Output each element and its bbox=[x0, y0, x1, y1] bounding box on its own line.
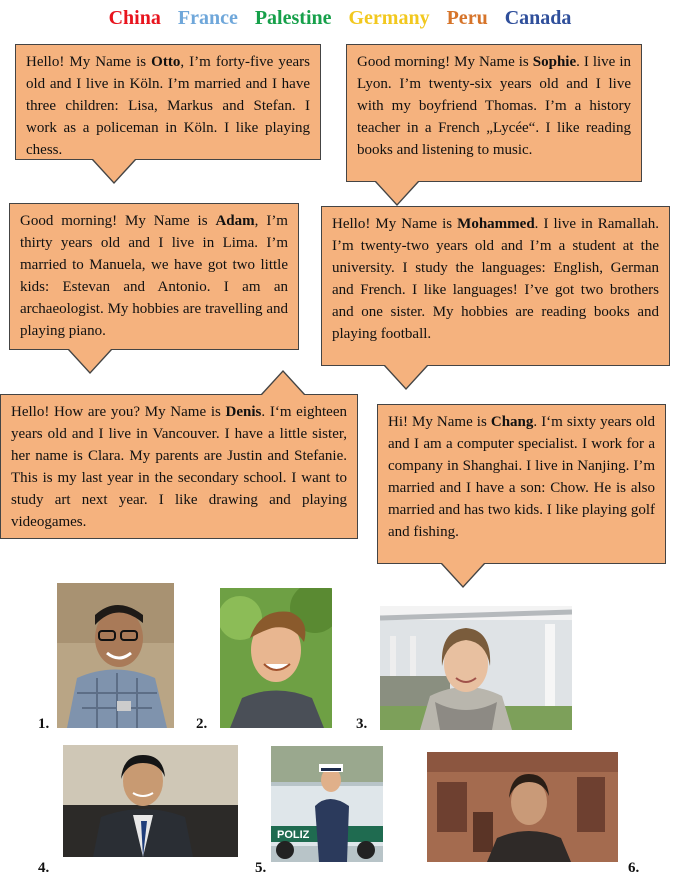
photo-man-glasses bbox=[57, 583, 174, 728]
bubble-adam-intro: Good morning! My Name is bbox=[20, 213, 216, 229]
bubble-denis bbox=[0, 394, 358, 539]
photo-man-ruins bbox=[427, 752, 618, 862]
bubble-chang-name: Chang bbox=[490, 414, 534, 430]
bubble-adam-text: , I’m thirty years old and I live in Lima. I’m married to Manuela, we have got two little kids: Estevan and Antonio. I am an archaeologist. My hobbies are travelling and playing piano. bbox=[20, 213, 288, 339]
bubble-adam bbox=[9, 203, 299, 350]
country-france: France bbox=[177, 7, 238, 29]
bubble-mohammed bbox=[321, 206, 670, 366]
country-canada: Canada bbox=[504, 7, 572, 29]
bubble-denis-text: . I‘m eighteen years old and I live in Vancouver. I have a little sister, her name is Clara. My parents are Justin and Stefanie. This is my last year in the secondary school. I want to study art next year. I like drawing and playing videogames. bbox=[11, 404, 347, 530]
photo-number-1: 1. bbox=[38, 716, 50, 732]
bubble-otto-intro: Hello! My Name is bbox=[26, 54, 152, 70]
country-list bbox=[0, 5, 680, 31]
photo-young-woman bbox=[380, 606, 572, 730]
bubble-adam-name: Adam bbox=[215, 213, 255, 229]
bubble-denis-name: Denis bbox=[225, 404, 262, 420]
bubble-sophie bbox=[346, 44, 642, 182]
country-peru: Peru bbox=[446, 7, 488, 29]
bubble-mohammed-text: . I live in Ramallah. I’m twenty-two years old and I’m a student at the university. I study the languages: English, German and French. I like languages! I’ve got two brothers and one sister. My hobbies are reading books and playing football. bbox=[332, 216, 659, 342]
photo-older-man bbox=[63, 745, 238, 857]
bubble-chang-intro: Hi! My Name is bbox=[388, 414, 491, 430]
bubble-sophie-text: . I live in Lyon. I’m twenty-six years old and I live with my boyfriend Thomas. I’m a history teacher in a French „Lycée“. I like reading books and listening to music. bbox=[357, 54, 631, 158]
photo-number-3: 3. bbox=[356, 716, 368, 732]
photo-teen-boy bbox=[220, 588, 332, 728]
country-china: China bbox=[108, 7, 161, 29]
bubble-mohammed-intro: Hello! My Name is bbox=[332, 216, 458, 232]
bubble-sophie-intro: Good morning! My Name is bbox=[357, 54, 533, 70]
bubble-chang bbox=[377, 404, 666, 564]
bubble-chang-text: . I‘m sixty years old and I am a computer specialist. I work for a company in Shanghai. I live in Nanjing. I’m married and I have a son: Chow. He is also married and has two kids. I like playing golf and fishing. bbox=[388, 414, 655, 540]
bubble-otto-text: , I’m forty-five years old and I live in Köln. I’m married and I have three children: Lisa, Markus and Stefan. I work as a policeman in Köln. I like playing chess. bbox=[26, 54, 311, 158]
bubble-sophie-name: Sophie bbox=[532, 54, 577, 70]
bubble-mohammed-name: Mohammed bbox=[457, 216, 535, 232]
country-germany: Germany bbox=[348, 7, 430, 29]
bubble-denis-intro: Hello! How are you? My Name is bbox=[11, 404, 226, 420]
photo-number-6: 6. bbox=[628, 860, 640, 876]
car-police-sign: POLIZ bbox=[277, 829, 310, 841]
bubble-otto-name: Otto bbox=[151, 54, 181, 70]
photo-policeman bbox=[271, 746, 383, 862]
photo-number-5: 5. bbox=[255, 860, 267, 876]
photo-number-2: 2. bbox=[196, 716, 208, 732]
bubble-otto bbox=[15, 44, 321, 160]
photo-number-4: 4. bbox=[38, 860, 50, 876]
country-palestine: Palestine bbox=[254, 7, 332, 29]
